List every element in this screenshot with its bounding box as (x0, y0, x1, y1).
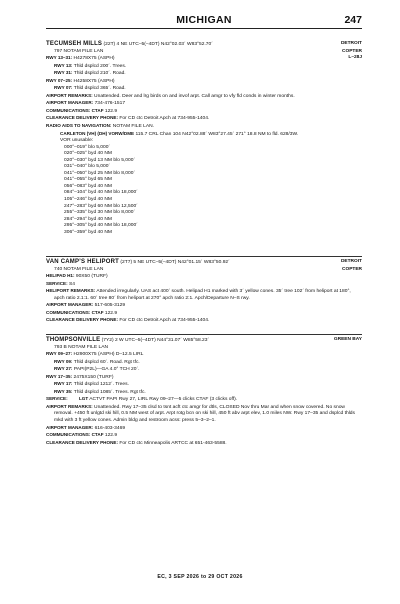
section-divider (46, 334, 362, 335)
unusable-item: 105°–246° byd 40 NM (64, 197, 112, 203)
service-line: SERVICE: LGT ACTVT PAPI Rwy 27, LIRL Rwy 09–27—5 clicks CTAF (3 clicks off). (46, 396, 238, 403)
runway-end-line: RWY 07: Thld dsplcd 365´. Road. (54, 85, 126, 92)
page-footer: EC, 3 SEP 2026 to 29 OCT 2026 (157, 574, 243, 580)
clearance-delivery: CLEARANCE DELIVERY PHONE: For CD ctc Detroit Apch at 734-955-1404. (46, 317, 210, 324)
chart-ref: DETROIT (340, 259, 362, 264)
chart-ref-2: COPTER (342, 266, 362, 272)
chart-ref-3: L–28J (348, 55, 362, 61)
runway-end-line: RWY 13: Thld dsplcd 200´. Trees. (54, 62, 127, 69)
airport-name: THOMPSONVILLE (46, 337, 101, 343)
runway-end-line: RWY 35: Thld dsplcd 1085´. Trees. Rgt tfc. (54, 388, 146, 395)
service-line: SERVICE: S4 (46, 280, 75, 287)
elevation-line: 797 NOTAM FILE LAN COPTER (54, 48, 362, 54)
runway-end-line: RWY 17: Thld dsplcd 1212´. Trees. (54, 381, 129, 388)
airport-remarks: AIRPORT REMARKS: Unattended. Rwy 17–35 clsd to tsnt acft ctc amgr for dtls, CLOSED Nov thru Mar and when snow covered. No snow removal. +450 ft unlgtd ski hill, 0.5 NM west of arpt. Arpt rotg bcn on ski hill, 450 ft abv arpt elev, 1.0 miles NW. Rwy 17–35 and dsplcd thlds mkd with 3 ft yellow cones. Admin bldg and restroom acss: press 5–3–2–1. (46, 403, 355, 424)
unusable-item: 295°–305° byd 40 NM blo 18,000´ (64, 223, 138, 229)
airport-header-info: (2T7) 5 NE UTC–5(–4DT) N42°01.15´ W83°50.92´ (120, 260, 230, 265)
chart-ref: DETROIT (340, 41, 362, 46)
unusable-item: 041°–055° byd 65 NM (64, 177, 112, 183)
runway-line: RWY 07–25: H4258X75 (ASPH) (46, 77, 115, 84)
runway-end-line: RWY 27: PAPI(P2L)—GA 4.0° TCH 20´. (54, 366, 140, 373)
page-number: 247 (344, 14, 362, 26)
airport-header-line (46, 41, 362, 49)
airport-name: TECUMSEH MILLS (46, 41, 103, 47)
elevation-line: 740 NOTAM FILE LAN COPTER (54, 266, 362, 272)
unusable-item: 284°–294° byd 40 NM (64, 216, 112, 222)
airport-entry-thompsonville (46, 337, 362, 447)
unusable-item: 020°–030° byd 13 NM blo 5,000´ (64, 157, 136, 163)
airport-manager: AIRPORT MANAGER: 517-605-3129 (46, 302, 126, 309)
airport-header-line (46, 337, 362, 345)
vor-line: CARLETON (VH) (DH) VORW/DME 115.7 CRL Chan 104 N42°02.88´ W83°27.45´ 271° 18.8 NM to fld. 628/3W. (60, 130, 299, 137)
clearance-delivery: CLEARANCE DELIVERY PHONE: For CD ctc Detroit Apch at 734-955-1404. (46, 115, 210, 122)
vor-unusable-list (46, 145, 362, 237)
unusable-item: 020°–025° byd 40 NM (64, 151, 112, 157)
unusable-item: 247°–283° byd 60 NM blo 12,500´ (64, 203, 138, 209)
airport-name: VAN CAMP’S HELIPORT (46, 259, 120, 265)
elevation-line: 793 B NOTAM FILE LAN (54, 344, 108, 350)
chart-ref: GREEN BAY (333, 337, 362, 342)
airport-header-info: (22T) 4 NE UTC–5(–4DT) N42°02.03´ W83°52.70´ (103, 42, 213, 47)
state-title: MICHIGAN (176, 14, 232, 26)
airport-remarks: AIRPORT REMARKS: Unattended. Deer and lrg birds on and invof arpt. Call amgr to vfy fld conds in winter months. (46, 92, 295, 99)
helipad-line: HELIPAD H1: 90X50 (TURF) (46, 273, 108, 280)
runway-end-line: RWY 31: Thld dsplcd 210´. Road. (54, 70, 126, 77)
airport-entry-van-camps-heliport (46, 259, 362, 325)
unusable-item: 000°–019° blo 5,000´ (64, 144, 111, 150)
section-divider (46, 256, 362, 257)
header-rule (46, 28, 362, 29)
unusable-item: 255°–335° byd 30 NM blo 8,000´ (64, 210, 136, 216)
runway-line: RWY 17–35: 2475X150 (TURF) (46, 373, 114, 380)
runway-end-line: RWY 09: Thld dsplcd 60´. Road. Rgt tfc. (54, 358, 140, 365)
communications: COMMUNICATIONS: CTAF 122.9 (46, 107, 118, 114)
vor-unusable-label: VOR unusable: (60, 138, 94, 144)
clearance-delivery: CLEARANCE DELIVERY PHONE: For CD ctc Minneapolis ARTCC at 651-463-5588. (46, 439, 227, 446)
heliport-remarks: HELIPORT REMARKS: Attended irregularly. UAS act 400´ south. Helipad H1 marked with 3´ yellow cones. 35´ tree 102´ from heliport at 180°, apch ratio 2.1:1. 60´ tree 80´ from heliport at 270° apch ratio 2:1. Apch/Departure N–S rwy. (46, 288, 351, 301)
communications: COMMUNICATIONS: CTAF 122.9 (46, 432, 118, 439)
unusable-item: 084°–104° byd 40 NM blo 18,000´ (64, 190, 138, 196)
radio-aids: RADIO AIDS TO NAVIGATION: NOTAM FILE LAN. (46, 123, 154, 130)
unusable-item: 041°–050° byd 25 NM blo 8,000´ (64, 170, 136, 176)
page-header (46, 14, 362, 34)
runway-line: RWY 13–31: H4278X75 (ASPH) L–28J (46, 55, 362, 62)
airport-entry-tecumseh-mills (46, 41, 362, 236)
airport-manager: AIRPORT MANAGER: 616-403-3469 (46, 424, 126, 431)
runway-line: RWY 09–27: H2900X75 (ASPH) D–12.5 LIRL (46, 351, 144, 358)
chart-ref-2: COPTER (342, 48, 362, 54)
unusable-item: 031°–040° blo 5,000´ (64, 164, 111, 170)
airport-manager: AIRPORT MANAGER: 734-476-1517 (46, 100, 126, 107)
unusable-item: 056°–083° byd 40 NM (64, 183, 112, 189)
communications: COMMUNICATIONS: CTAF 122.9 (46, 309, 118, 316)
airport-header-line (46, 259, 362, 267)
airport-header-info: (7Y2) 2 W UTC–5(–4DT) N44°31.07´ W85°58.23´ (101, 338, 210, 343)
unusable-item: 306°–359° byd 40 NM (64, 229, 112, 235)
